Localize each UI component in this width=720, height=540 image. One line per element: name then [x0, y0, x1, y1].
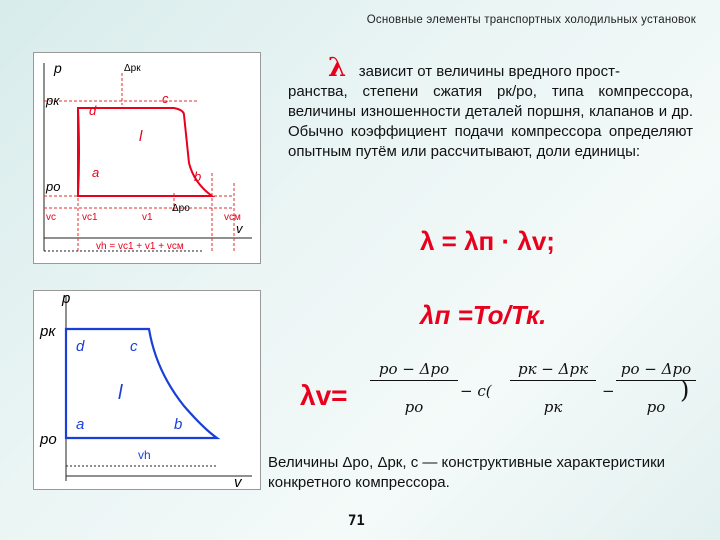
note-text: Величины Δpо, Δpк, c — конструктивные характеристики конкретного компрессора.: [268, 454, 666, 491]
label-v: v: [234, 474, 242, 489]
label-pk: pк: [40, 323, 56, 340]
minus-c: − c(: [460, 382, 492, 400]
label-dpk: Δpк: [124, 63, 141, 74]
pv-diagram-ideal-svg: [34, 291, 260, 489]
label-l: l: [118, 382, 123, 404]
formula-lambda-p: λп =То/Тк.: [420, 300, 547, 330]
paragraph-rest: ранства, степени сжатия pк/pо, типа компрессора, величины изношенности деталей поршня, клапанов и др. Обычно коэффициент подачи компрессора определяют опытным путём или рассчитывают, доли единицы:: [288, 83, 693, 160]
fraction3-num: pо − Δpо: [616, 360, 696, 381]
page-number: 71: [348, 513, 365, 529]
label-v: v: [236, 221, 243, 236]
label-a: a: [92, 165, 100, 180]
formula-lambda-v-lhs: λv=: [300, 380, 348, 411]
fraction1-num: pо − Δpо: [370, 360, 458, 381]
label-p: p: [54, 60, 62, 76]
label-l: l: [139, 128, 143, 145]
label-c: c: [130, 338, 138, 355]
label-vh: vh: [138, 448, 151, 462]
page-header: Основные элементы транспортных холодильных установок: [366, 14, 696, 26]
pv-diagram-real: [33, 52, 261, 264]
label-c: c: [162, 91, 169, 106]
ideal-cycle-curve: [66, 329, 217, 438]
fraction3-den: pо: [646, 398, 666, 416]
paragraph-line1: зависит от величины вредного прост-: [358, 63, 621, 80]
label-vc: vс: [46, 212, 56, 223]
label-dpo: Δpо: [172, 203, 190, 214]
label-a: a: [76, 416, 85, 433]
label-vcm: vсм: [224, 212, 241, 223]
lambda-symbol: λ: [328, 53, 347, 83]
label-po: pо: [40, 431, 57, 448]
label-d: d: [76, 338, 85, 355]
close-paren: ): [680, 376, 690, 404]
pv-diagram-real-svg: [34, 53, 260, 263]
label-pk: pк: [46, 93, 60, 108]
label-p: p: [62, 291, 71, 307]
label-vc1: vс1: [82, 212, 98, 223]
pv-diagram-ideal: [33, 290, 261, 490]
fraction1-den: pо: [404, 398, 424, 416]
description-paragraph: [288, 53, 693, 162]
minus-sign: −: [602, 382, 615, 400]
real-cycle-curve: [78, 108, 212, 196]
label-vh-eq: vh = vс1 + v1 + vсм: [96, 241, 184, 252]
label-d: d: [89, 103, 97, 118]
formula-lambda-v-rhs: [370, 360, 700, 430]
label-b: b: [174, 416, 183, 433]
fraction2-num: pк − Δpк: [510, 360, 596, 381]
label-v1: v1: [142, 212, 153, 223]
formula-lambda: λ = λп · λv;: [420, 226, 555, 256]
fraction2-den: pк: [543, 398, 563, 416]
label-b: b: [194, 169, 202, 184]
label-po: pо: [46, 179, 61, 194]
